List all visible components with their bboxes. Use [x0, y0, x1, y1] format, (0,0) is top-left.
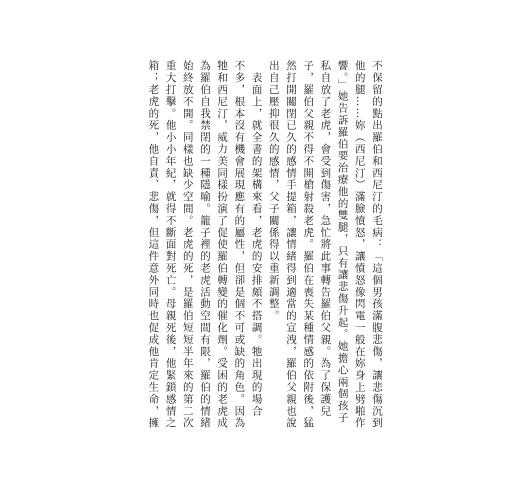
text-line: 牠和西尼汀，威力美同樣扮演了促使羅伯轉變的催化劑。受困的老虎成: [216, 60, 229, 429]
text-line: 然打開關閉已久的感情手提箱，讓情緒得到適當的宣洩，羅伯父親也說: [284, 60, 297, 429]
text-line: 子，羅伯父親不得不開槍射殺老虎。羅伯在喪失某種情感的依附後，猛: [302, 60, 315, 429]
text-line: 出自己壓抑很久的感情，父子關係得以重新調整。: [267, 60, 280, 322]
vertical-text-column-block: [144, 60, 385, 440]
text-line: 不多，根本沒有機會展現應有的屬性，但卻是個不可或缺的角色。因為: [233, 60, 246, 429]
text-line: 響。」她告訴羅伯要治療他的雙腿，只有讓悲傷升起。她擔心兩個孩子: [336, 60, 349, 424]
text-line: 表面上，就全書的架構來看，老虎的安排頗不搭調。牠出現的場合: [250, 60, 263, 417]
text-line: 重大打擊。他小小年紀，就得不斷面對死亡。母親死後，他緊鎖感情之: [164, 60, 177, 429]
text-line: 不保留的點出羅伯和西尼汀的毛病：「這個男孩滿腹悲傷，讓悲傷沉到: [371, 60, 383, 429]
text-line: 他的腿……妳（西尼汀）滿臉憤怒，讓憤怒像閃電一般在妳身上劈啪作: [353, 60, 366, 429]
text-line: 箱；老虎的死，他自責、悲傷，但這件意外同時也促成他肯定生命，擁: [147, 60, 160, 429]
text-line: 私自放了老虎，會受到傷害，急忙將此事轉告羅伯父親。為了保護兒: [319, 60, 332, 417]
text-line: 為羅伯自我禁閉的一種隱喻。籠子裡的老虎活動空間有限，羅伯的情緒: [198, 60, 211, 429]
text-line: 始終放不開。同樣也缺少空間。老虎的死，是羅伯短短半年來的第二次: [181, 60, 194, 429]
